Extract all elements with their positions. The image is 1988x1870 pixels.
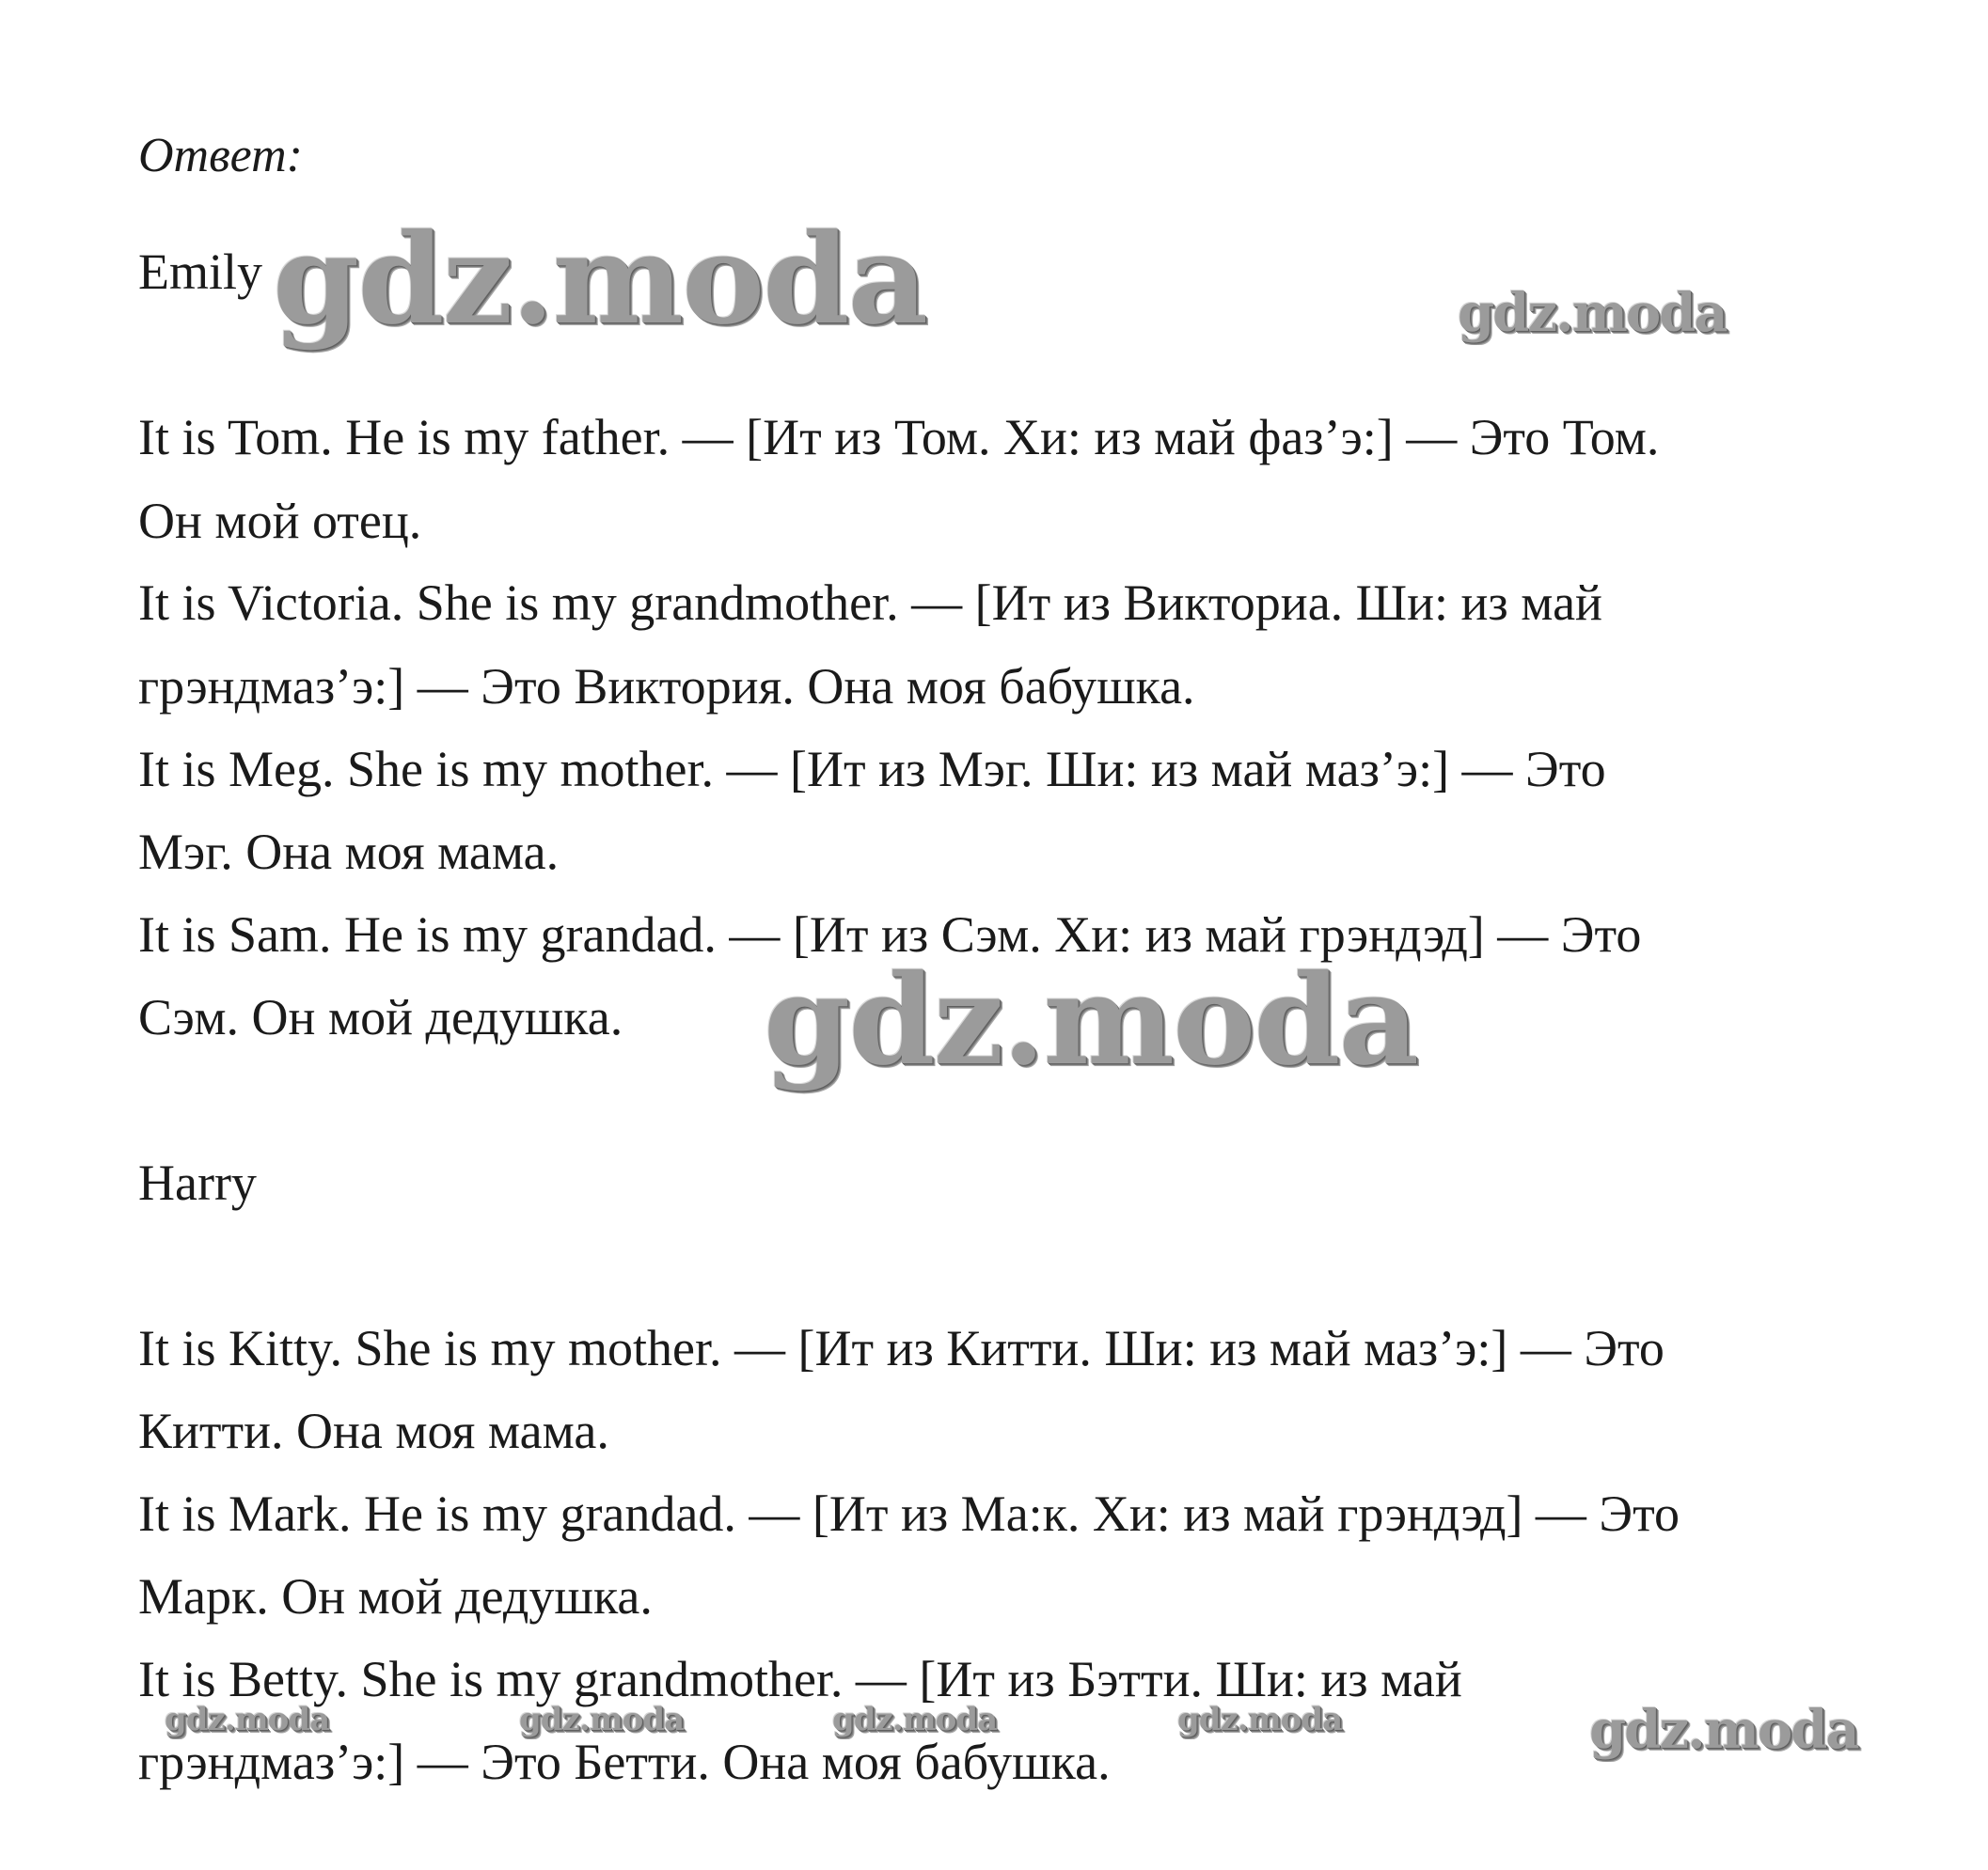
emily-line-7: It is Sam. He is my grandad. — [Ит из Сэм. Хи: из май грэндэд] — Это xyxy=(138,906,1642,963)
harry-line-3: It is Mark. He is my grandad. — [Ит из Ма:к. Хи: из май грэндэд] — Это xyxy=(138,1485,1680,1542)
emily-line-1: It is Tom. He is my father. — [Ит из Том. Хи: из май фаз’э:] — Это Том. xyxy=(138,409,1660,465)
watermark-logo: gdz.moda xyxy=(519,1701,685,1738)
watermark-logo: gdz.moda xyxy=(764,948,1418,1093)
answer-heading: Ответ: xyxy=(138,129,303,182)
watermark-logo: gdz.moda xyxy=(1589,1699,1858,1761)
emily-line-6: Мэг. Она моя мама. xyxy=(138,824,560,880)
emily-line-4: грэндмаз’э:] — Это Виктория. Она моя бабушка. xyxy=(138,658,1195,715)
watermark-logo: gdz.moda xyxy=(832,1701,998,1738)
emily-line-8: Сэм. Он мой дедушка. xyxy=(138,989,623,1045)
harry-line-5: It is Betty. She is my grandmother. — [Ит из Бэтти. Ши: из май xyxy=(138,1651,1462,1707)
section-name-harry: Harry xyxy=(138,1155,257,1211)
watermark-logo: gdz.moda xyxy=(273,207,927,353)
watermark-logo: gdz.moda xyxy=(1458,282,1727,344)
section-name-emily: Emily xyxy=(138,244,262,300)
harry-line-2: Китти. Она моя мама. xyxy=(138,1403,609,1459)
emily-line-2: Он мой отец. xyxy=(138,493,422,549)
harry-line-4: Марк. Он мой дедушка. xyxy=(138,1568,653,1625)
emily-line-5: It is Meg. She is my mother. — [Ит из Мэг. Ши: из май маз’э:] — Это xyxy=(138,741,1606,797)
watermark-logo: gdz.moda xyxy=(1177,1701,1343,1738)
harry-line-6: грэндмаз’э:] — Это Бетти. Она моя бабушка. xyxy=(138,1734,1111,1790)
harry-line-1: It is Kitty. She is my mother. — [Ит из Китти. Ши: из май маз’э:] — Это xyxy=(138,1320,1665,1376)
watermark-logo: gdz.moda xyxy=(165,1701,330,1738)
emily-line-3: It is Victoria. She is my grandmother. — [Ит из Викториа. Ши: из май xyxy=(138,574,1602,631)
